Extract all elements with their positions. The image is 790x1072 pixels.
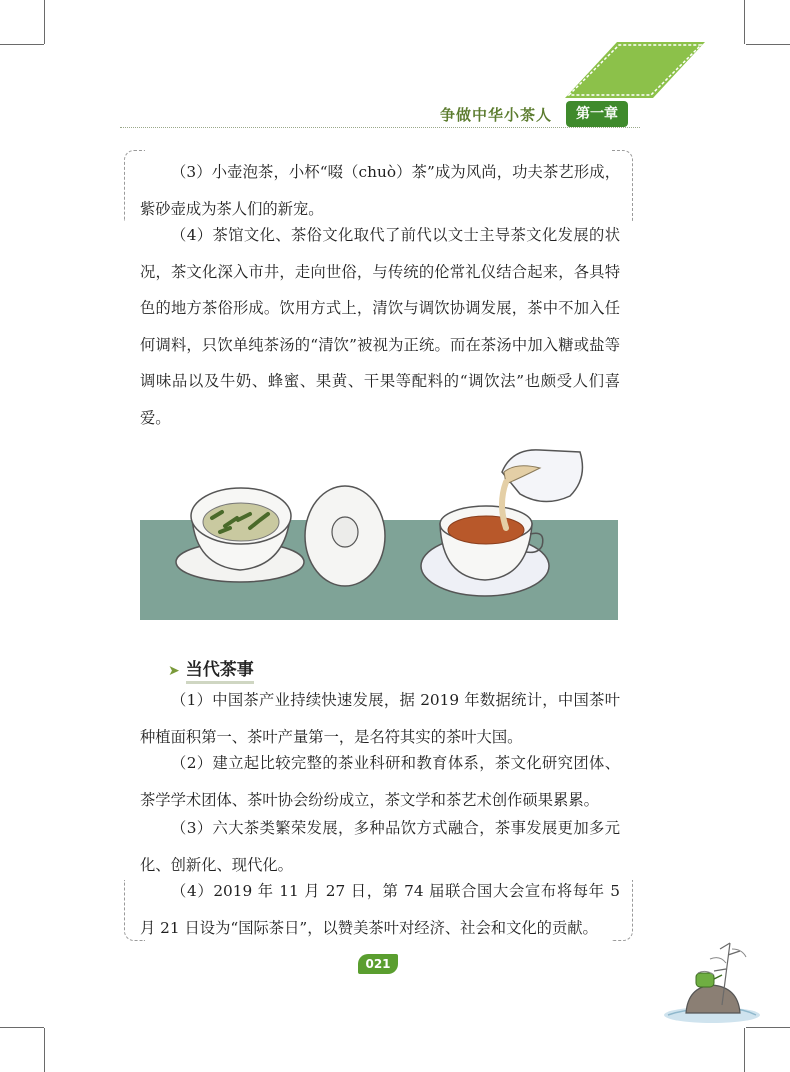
crop-mark	[744, 1028, 745, 1072]
page-number: 021	[358, 954, 398, 974]
crop-mark	[44, 1028, 45, 1072]
section-heading-label: 当代茶事	[186, 660, 254, 684]
paragraph: （4）2019 年 11 月 27 日，第 74 届联合国大会宣布将每年 5 月 21 日设为“国际茶日”，以赞美茶叶对经济、社会和文化的贡献。	[140, 882, 620, 937]
header-band	[555, 42, 705, 98]
tea-cups-illustration	[140, 438, 618, 620]
paragraph: （2）建立起比较完整的茶业科研和教育体系，茶文化研究团体、茶学学术团体、茶叶协会纷纷成立，茶文学和茶艺术创作硕果累累。	[140, 754, 620, 809]
series-title: 争做中华小茶人	[440, 106, 553, 124]
section-heading	[168, 655, 254, 685]
paragraph: （4）茶馆文化、茶俗文化取代了前代以文士主导茶文化发展的状况，茶文化深入市井，走向世俗，与传统的伦常礼仪结合起来，各具特色的地方茶俗形成。饮用方式上，清饮与调饮协调发展，茶中不加入任何调料，只饮单纯茶汤的“清饮”被视为正统。而在茶汤中加入糖或盐等调味品以及牛奶、蜂蜜、果黄、干果等配料的“调饮法”也颇受人们喜爱。	[140, 226, 620, 427]
crop-mark	[746, 1027, 790, 1028]
crop-mark	[746, 44, 790, 45]
crop-mark	[0, 44, 44, 45]
bamboo-teapot-icon	[652, 935, 762, 1025]
paragraph: （1）中国茶产业持续快速发展，据 2019 年数据统计，中国茶叶种植面积第一、茶叶产量第一，是名符其实的茶叶大国。	[140, 691, 620, 746]
header-rule	[120, 127, 640, 128]
paragraph: （3）小壶泡茶，小杯“啜（chuò）茶”成为风尚，功夫茶艺形成，紫砂壶成为茶人们的新宠。	[140, 163, 620, 218]
arrow-right-icon: ➤	[168, 663, 180, 679]
crop-mark	[744, 0, 745, 44]
crop-mark	[0, 1027, 44, 1028]
crop-mark	[44, 0, 45, 44]
chapter-badge: 第一章	[566, 101, 628, 127]
paragraph: （3）六大茶类繁荣发展，多种品饮方式融合，茶事发展更加多元化、创新化、现代化。	[140, 819, 620, 874]
